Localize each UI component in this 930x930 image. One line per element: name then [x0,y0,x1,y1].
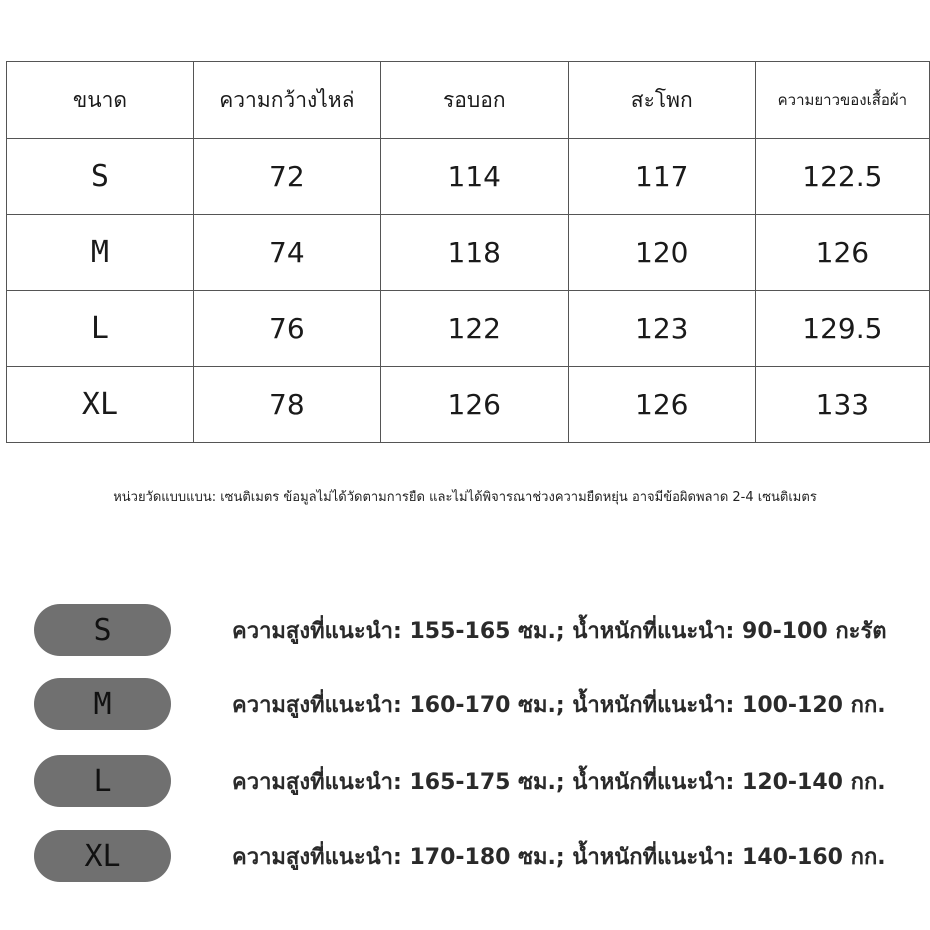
recommendation-text: ความสูงที่แนะนำ: 165-175 ซม.; น้ำหนักที่แนะนำ: 120-140 กก. [232,769,886,795]
header-hip: สะโพก [568,62,755,139]
table-cell: 129.5 [755,291,929,367]
recommendation-row [0,830,930,882]
recommendation-row [0,678,930,730]
header-size: ขนาด [7,62,194,139]
table-cell-size: S [7,139,194,215]
size-pill: XL [34,830,171,882]
table-cell: 133 [755,367,929,443]
table-cell: 126 [568,367,755,443]
table-cell: 76 [193,291,380,367]
table-cell-size: XL [7,367,194,443]
table-cell: 122.5 [755,139,929,215]
header-chest: รอบอก [380,62,568,139]
table-cell: 118 [380,215,568,291]
table-cell: 72 [193,139,380,215]
table-cell: 126 [755,215,929,291]
recommendation-row [0,604,930,656]
measurement-note: หน่วยวัดแบบแบน: เซนติเมตร ข้อมูลไม่ได้วัดตามการยืด และไม่ได้พิจารณาช่วงความยืดหยุ่น อาจมีข้อผิดพลาด 2-4 เซนติเมตร [113,490,817,505]
table-cell: 122 [380,291,568,367]
table-cell-size: L [7,291,194,367]
table-cell: 123 [568,291,755,367]
table-cell: 120 [568,215,755,291]
header-garment-length: ความยาวของเสื้อผ้า [755,62,929,139]
recommendation-text: ความสูงที่แนะนำ: 170-180 ซม.; น้ำหนักที่แนะนำ: 140-160 กก. [232,844,886,870]
size-pill: M [34,678,171,730]
table-cell: 126 [380,367,568,443]
recommendation-text: ความสูงที่แนะนำ: 160-170 ซม.; น้ำหนักที่แนะนำ: 100-120 กก. [232,692,886,718]
table-cell: 114 [380,139,568,215]
recommendation-text: ความสูงที่แนะนำ: 155-165 ซม.; น้ำหนักที่แนะนำ: 90-100 กะรัต [232,618,887,644]
size-pill: S [34,604,171,656]
table-cell-size: M [7,215,194,291]
table-cell: 74 [193,215,380,291]
size-pill: L [34,755,171,807]
header-shoulder-width: ความกว้างไหล่ [193,62,380,139]
recommendation-row [0,755,930,807]
table-cell: 78 [193,367,380,443]
table-cell: 117 [568,139,755,215]
